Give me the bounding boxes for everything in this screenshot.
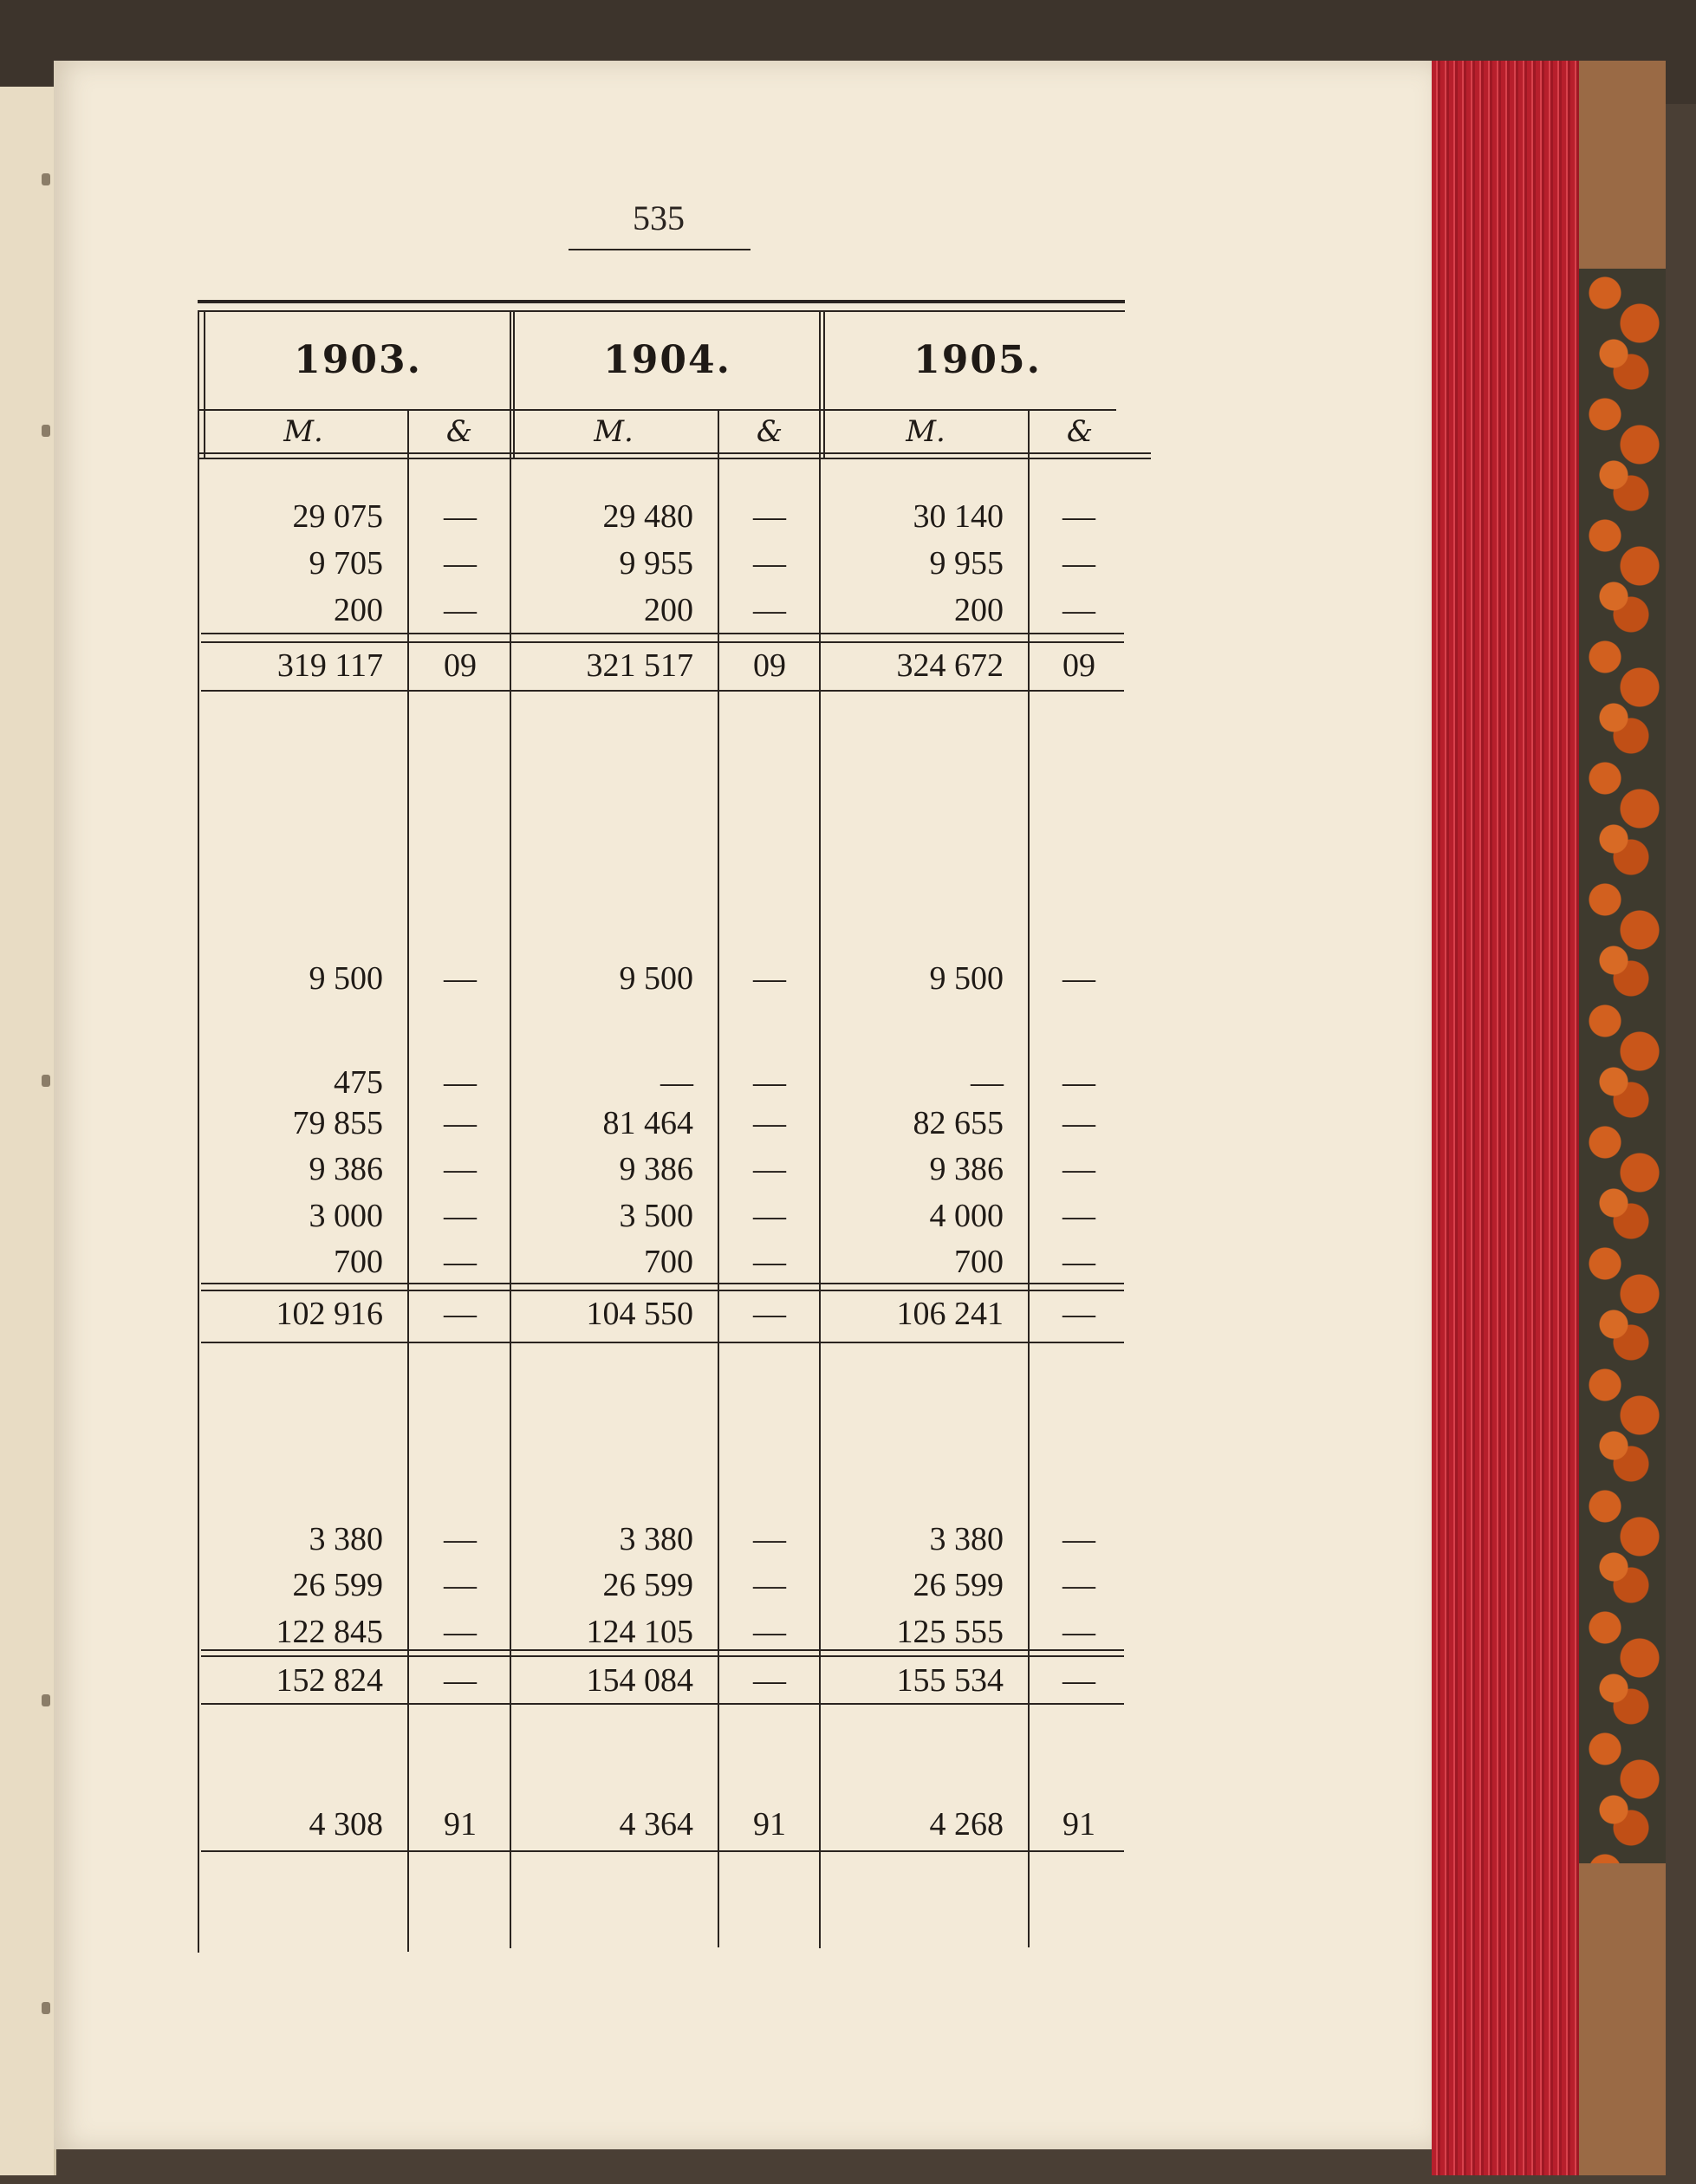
column-rule — [823, 310, 825, 458]
pfennig-value-cell: — — [753, 498, 786, 535]
pfennig-value-cell: — — [444, 1198, 477, 1234]
sum-rule — [201, 1290, 1124, 1291]
mark-value-cell: 321 517 — [586, 647, 693, 684]
mark-value-cell: 4 000 — [929, 1198, 1004, 1234]
pfennig-value-cell: 09 — [753, 647, 786, 684]
pfennig-value-cell: — — [753, 1296, 786, 1332]
pfennig-value-cell: — — [753, 545, 786, 582]
sum-rule — [201, 1283, 1124, 1284]
pfennig-value-cell: — — [444, 1521, 477, 1557]
header-rule — [198, 458, 1151, 459]
pfennig-value-cell: — — [1062, 960, 1095, 997]
sum-rule — [201, 641, 1124, 643]
mark-value-cell: 700 — [644, 1244, 693, 1280]
pfennig-value-cell: — — [1062, 1244, 1095, 1280]
pfennig-value-cell: — — [1062, 1614, 1095, 1650]
column-rule — [1028, 409, 1030, 1947]
mark-value-cell: 200 — [954, 592, 1004, 628]
pfennig-value-cell: — — [444, 1105, 477, 1141]
mark-value-cell: 3 000 — [309, 1198, 383, 1234]
table-top-rule — [198, 300, 1125, 303]
mark-value-cell: 4 364 — [619, 1806, 693, 1843]
mark-value-cell: 81 464 — [602, 1105, 693, 1141]
mark-value-cell: 324 672 — [896, 647, 1004, 684]
pfennig-value-cell: — — [444, 592, 477, 628]
pfennig-value-cell: — — [444, 498, 477, 535]
sum-rule — [201, 1850, 1124, 1852]
mark-value-cell: 3 380 — [309, 1521, 383, 1557]
pfennig-value-cell: — — [753, 1521, 786, 1557]
column-rule — [198, 310, 199, 1953]
mark-value-cell: 9 386 — [619, 1151, 693, 1187]
year-header-1903: 1903. — [294, 338, 422, 382]
header-rule — [198, 452, 1151, 454]
mark-value-cell: 106 241 — [896, 1296, 1004, 1332]
mark-value-cell: 9 386 — [929, 1151, 1004, 1187]
mark-value-cell: — — [971, 1064, 1004, 1101]
pfennig-value-cell: — — [1062, 498, 1095, 535]
mark-value-cell: 155 534 — [896, 1662, 1004, 1699]
mark-value-cell: 9 500 — [929, 960, 1004, 997]
pfennig-value-cell: — — [444, 1244, 477, 1280]
pfennig-value-cell: — — [444, 1567, 477, 1603]
column-rule — [718, 409, 719, 1947]
mark-value-cell: 26 599 — [292, 1567, 383, 1603]
mark-value-cell: 152 824 — [276, 1662, 383, 1699]
sum-rule — [201, 690, 1124, 692]
column-rule — [407, 409, 409, 1952]
mark-value-cell: 700 — [954, 1244, 1004, 1280]
mark-unit-header: M. — [283, 414, 323, 449]
mark-value-cell: 125 555 — [896, 1614, 1004, 1650]
pfennig-value-cell: — — [753, 1244, 786, 1280]
mark-value-cell: 3 380 — [619, 1521, 693, 1557]
pfennig-value-cell: — — [444, 1151, 477, 1187]
pfennig-value-cell: — — [444, 960, 477, 997]
year-header-1904: 1904. — [603, 338, 731, 382]
pfennig-value-cell: — — [1062, 545, 1095, 582]
pfennig-value-cell: — — [753, 960, 786, 997]
header-rule — [198, 409, 1116, 411]
mark-value-cell: 3 380 — [929, 1521, 1004, 1557]
page-number: 535 — [633, 198, 685, 237]
pfennig-value-cell: — — [1062, 592, 1095, 628]
pfennig-value-cell: 91 — [753, 1806, 786, 1843]
pfennig-value-cell: — — [1062, 1198, 1095, 1234]
pfennig-value-cell: — — [753, 1105, 786, 1141]
mark-value-cell: 124 105 — [586, 1614, 693, 1650]
pfennig-value-cell: — — [753, 592, 786, 628]
mark-value-cell: 3 500 — [619, 1198, 693, 1234]
mark-value-cell: 79 855 — [292, 1105, 383, 1141]
pfennig-value-cell: — — [1062, 1521, 1095, 1557]
mark-value-cell: 30 140 — [913, 498, 1004, 535]
mark-value-cell: 26 599 — [602, 1567, 693, 1603]
pfennig-value-cell: — — [753, 1662, 786, 1699]
mark-unit-header: M. — [906, 414, 945, 449]
mark-value-cell: 26 599 — [913, 1567, 1004, 1603]
pfennig-value-cell: — — [444, 1614, 477, 1650]
pfennig-value-cell: 09 — [1062, 647, 1095, 684]
sum-rule — [201, 633, 1124, 634]
mark-value-cell: 319 117 — [276, 647, 383, 684]
mark-value-cell: 29 480 — [602, 498, 693, 535]
pfennig-unit-header: & — [756, 414, 783, 449]
mark-value-cell: 9 955 — [929, 545, 1004, 582]
column-rule — [204, 310, 205, 458]
mark-value-cell: 9 705 — [309, 545, 383, 582]
pfennig-value-cell: — — [753, 1151, 786, 1187]
sum-rule — [201, 1703, 1124, 1705]
pfennig-value-cell: — — [1062, 1151, 1095, 1187]
mark-value-cell: 29 075 — [292, 498, 383, 535]
mark-value-cell: 122 845 — [276, 1614, 383, 1650]
mark-value-cell: 200 — [334, 592, 383, 628]
mark-value-cell: 102 916 — [276, 1296, 383, 1332]
pfennig-value-cell: — — [1062, 1662, 1095, 1699]
mark-value-cell: — — [660, 1064, 693, 1101]
pfennig-value-cell: — — [1062, 1064, 1095, 1101]
mark-value-cell: 200 — [644, 592, 693, 628]
mark-value-cell: 4 308 — [309, 1806, 383, 1843]
pfennig-value-cell: — — [1062, 1567, 1095, 1603]
mark-value-cell: 4 268 — [929, 1806, 1004, 1843]
year-header-1905: 1905. — [913, 338, 1042, 382]
pfennig-value-cell: 91 — [444, 1806, 477, 1843]
mark-value-cell: 9 955 — [619, 545, 693, 582]
mark-value-cell: 82 655 — [913, 1105, 1004, 1141]
pfennig-unit-header: & — [1066, 414, 1094, 449]
pfennig-value-cell: — — [444, 1064, 477, 1101]
pfennig-unit-header: & — [445, 414, 473, 449]
column-rule — [513, 310, 515, 458]
mark-value-cell: 154 084 — [586, 1662, 693, 1699]
mark-unit-header: M. — [594, 414, 634, 449]
pfennig-value-cell: — — [444, 545, 477, 582]
pfennig-value-cell: — — [753, 1198, 786, 1234]
sum-rule — [201, 1655, 1124, 1657]
pfennig-value-cell: — — [753, 1567, 786, 1603]
pfennig-value-cell: — — [753, 1614, 786, 1650]
pfennig-value-cell: 91 — [1062, 1806, 1095, 1843]
mark-value-cell: 700 — [334, 1244, 383, 1280]
sum-rule — [201, 1342, 1124, 1343]
mark-value-cell: 9 386 — [309, 1151, 383, 1187]
pfennig-value-cell: — — [1062, 1105, 1095, 1141]
mark-value-cell: 104 550 — [586, 1296, 693, 1332]
pfennig-value-cell: — — [444, 1662, 477, 1699]
table-top-rule — [198, 310, 1125, 312]
pfennig-value-cell: — — [753, 1064, 786, 1101]
mark-value-cell: 9 500 — [619, 960, 693, 997]
pfennig-value-cell: — — [444, 1296, 477, 1332]
mark-value-cell: 9 500 — [309, 960, 383, 997]
pfennig-value-cell: 09 — [444, 647, 477, 684]
mark-value-cell: 475 — [334, 1064, 383, 1101]
pfennig-value-cell: — — [1062, 1296, 1095, 1332]
